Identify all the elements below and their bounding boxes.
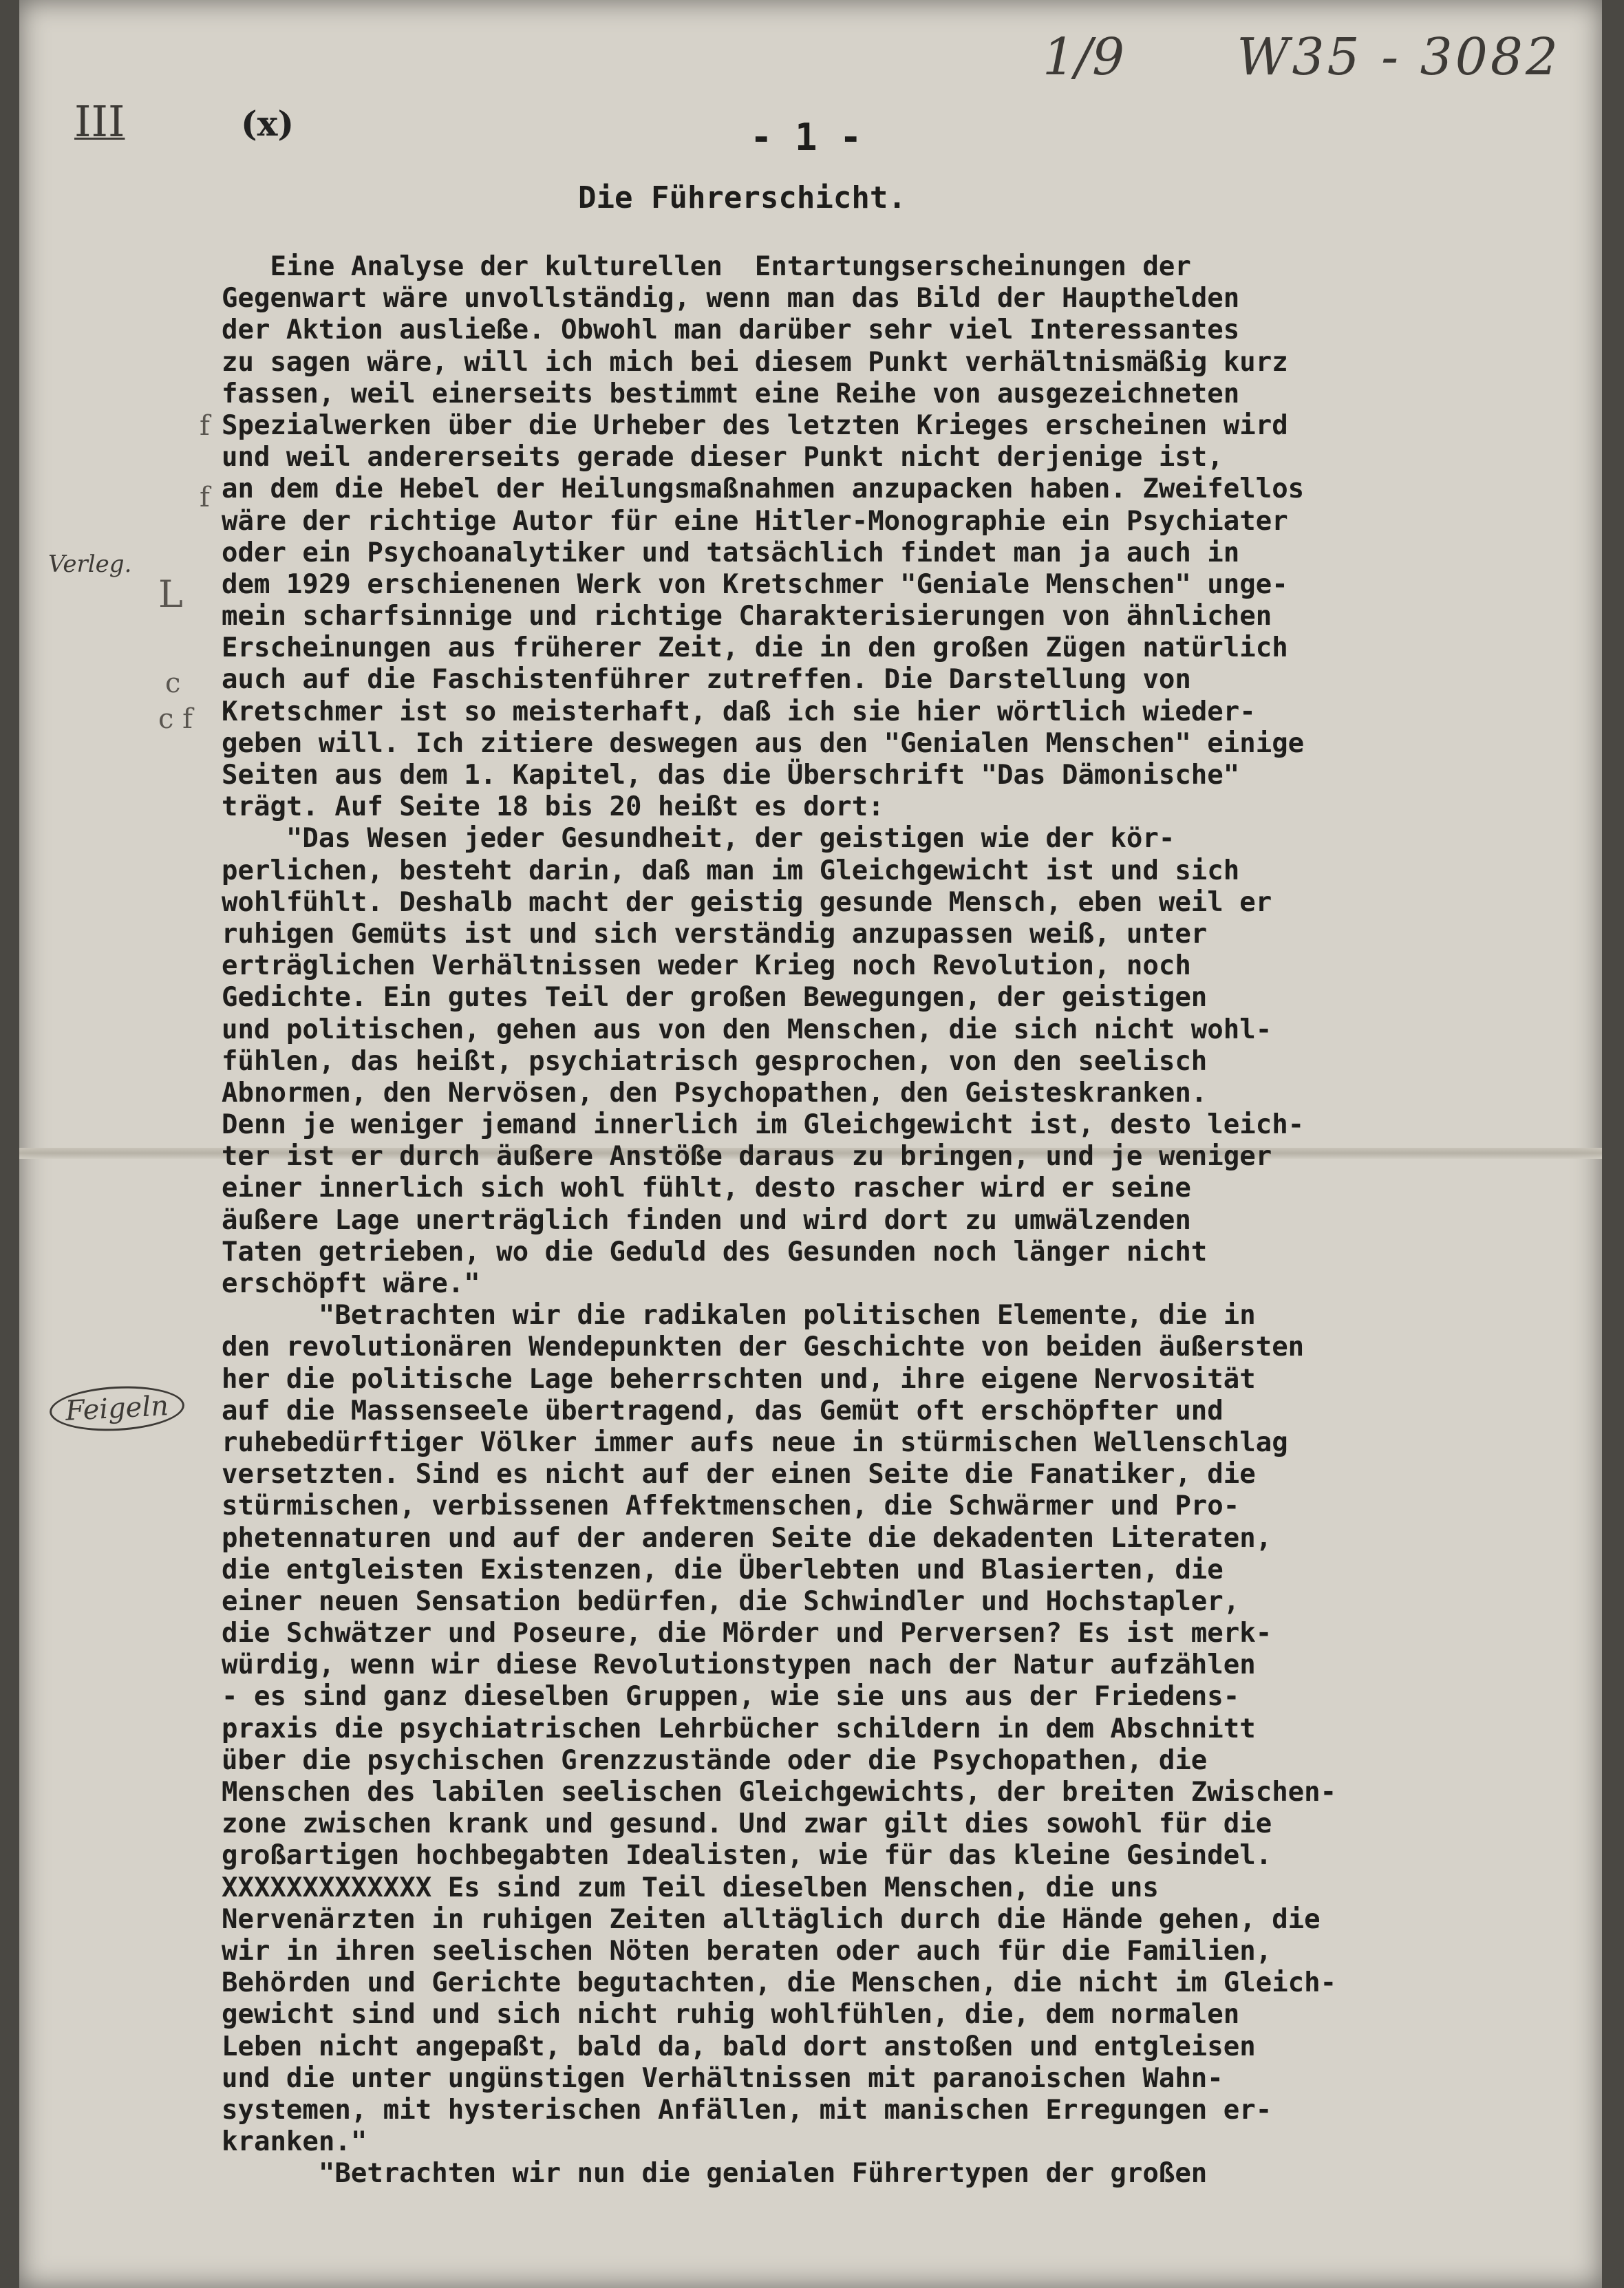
text-line: trägt. Auf Seite 18 bis 20 heißt es dort: (222, 791, 884, 823)
archive-number: W35 - 3082 (1237, 28, 1561, 87)
x-mark: (x) (241, 103, 295, 144)
text-line: oder ein Psychoanalytiker und tatsächlich findet man ja auch in (222, 537, 1240, 568)
text-line: zu sagen wäre, will ich mich bei diesem Punkt verhältnismäßig kurz (222, 346, 1288, 378)
roman-numeral-mark: III (74, 96, 125, 147)
text-line: XXXXXXXXXXXXX Es sind zum Teil dieselben Menschen, die uns (222, 1872, 1159, 1903)
text-line: einer innerlich sich wohl fühlt, desto rascher wird er seine (222, 1173, 1191, 1204)
text-line: über die psychischen Grenzzustände oder die Psychopathen, die (222, 1744, 1208, 1776)
text-line: mein scharfsinnige und richtige Charakterisierungen von ähnlichen (222, 601, 1272, 632)
text-line: ruhigen Gemüts ist und sich verständig anzupassen weiß, unter (222, 918, 1208, 950)
folio-number: 1/9 (1043, 28, 1125, 87)
text-line: dem 1929 erschienenen Werk von Kretschmer "Geniale Menschen" unge- (222, 568, 1288, 600)
text-line: Behörden und Gerichte begutachten, die Menschen, die nicht im Gleich- (222, 1967, 1337, 1999)
margin-tick: f (200, 482, 210, 513)
text-line: praxis die psychiatrischen Lehrbücher schildern in dem Abschnitt (222, 1713, 1256, 1744)
text-line: fühlen, das heißt, psychiatrisch gesprochen, von den seelisch (222, 1045, 1208, 1077)
text-line: Eine Analyse der kulturellen Entartungserscheinungen der (222, 251, 1191, 282)
page-number: - 1 - (750, 116, 862, 159)
text-line: Kretschmer ist so meisterhaft, daß ich sie hier wörtlich wieder- (222, 696, 1256, 727)
text-line: kranken." (222, 2126, 367, 2158)
text-line: äußere Lage unerträglich finden und wird dort zu umwälzenden (222, 1204, 1191, 1236)
text-line: versetzten. Sind es nicht auf der einen Seite die Fanatiker, die (222, 1459, 1256, 1490)
margin-tick: f (200, 410, 210, 442)
text-line: Denn je weniger jemand innerlich im Gleichgewicht ist, desto leich- (222, 1109, 1305, 1141)
text-line: zone zwischen krank und gesund. Und zwar gilt dies sowohl für die (222, 1808, 1272, 1840)
page-title: Die Führerschicht. (578, 180, 906, 215)
text-line: die Schwätzer und Poseure, die Mörder und Perversen? Es ist merk- (222, 1618, 1272, 1649)
text-line: geben will. Ich zitiere deswegen aus den "Genialen Menschen" einige (222, 727, 1305, 759)
text-line: würdig, wenn wir diese Revolutionstypen nach der Natur aufzählen (222, 1649, 1256, 1681)
text-line: erschöpft wäre." (222, 1268, 480, 1299)
text-line: Erscheinungen aus früherer Zeit, die in den großen Zügen natürlich (222, 632, 1288, 664)
text-line: Gedichte. Ein gutes Teil der großen Bewegungen, der geistigen (222, 982, 1208, 1014)
text-line: auch auf die Faschistenführer zutreffen. Die Darstellung von (222, 664, 1191, 696)
margin-note-verleg: Verleg. (48, 550, 132, 578)
text-line: "Das Wesen jeder Gesundheit, der geistigen wie der kör- (222, 823, 1175, 855)
text-line: Menschen des labilen seelischen Gleichgewichts, der breiten Zwischen- (222, 1777, 1337, 1808)
text-line: und die unter ungünstigen Verhältnissen mit paranoischen Wahn- (222, 2062, 1224, 2094)
text-line: phetennaturen und auf der anderen Seite die dekadenten Literaten, (222, 1522, 1272, 1554)
text-line: gewicht sind und sich nicht ruhig wohlfühlen, die, dem normalen (222, 1999, 1240, 2031)
text-line: den revolutionären Wendepunkten der Geschichte von beiden äußersten (222, 1332, 1305, 1363)
margin-tick: L (158, 573, 183, 616)
text-line: fassen, weil einerseits bestimmt eine Reihe von ausgezeichneten (222, 378, 1240, 409)
text-line: Abnormen, den Nervösen, den Psychopathen, den Geisteskranken. (222, 1077, 1208, 1109)
text-line: "Betrachten wir nun die genialen Führertypen der großen (222, 2158, 1208, 2190)
margin-tick: c f (158, 703, 193, 735)
text-line: perlichen, besteht darin, daß man im Gleichgewicht ist und sich (222, 855, 1240, 886)
text-line: erträglichen Verhältnissen weder Krieg noch Revolution, noch (222, 950, 1191, 982)
text-line: und weil andererseits gerade dieser Punkt nicht derjenige ist, (222, 442, 1224, 473)
text-line: Spezialwerken über die Urheber des letzten Krieges erscheinen wird (222, 409, 1288, 441)
text-line: Taten getrieben, wo die Geduld des Gesunden noch länger nicht (222, 1236, 1208, 1268)
text-line: ruhebedürftiger Völker immer aufs neue in stürmischen Wellenschlag (222, 1426, 1288, 1458)
text-line: ter ist er durch äußere Anstöße daraus zu bringen, und je weniger (222, 1141, 1272, 1173)
text-line: auf die Massenseele übertragend, das Gemüt oft erschöpfter und (222, 1395, 1224, 1426)
text-line: an dem die Hebel der Heilungsmaßnahmen anzupacken haben. Zweifellos (222, 473, 1305, 505)
text-line: Gegenwart wäre unvollständig, wenn man das Bild der Haupthelden (222, 283, 1240, 314)
text-line: stürmischen, verbissenen Affektmenschen, die Schwärmer und Pro- (222, 1490, 1240, 1522)
typed-text-body (222, 251, 1591, 2190)
text-line: die entgleisten Existenzen, die Überlebten und Blasierten, die (222, 1554, 1224, 1585)
text-line: Seiten aus dem 1. Kapitel, das die Überschrift "Das Dämonische" (222, 760, 1240, 791)
text-line: wäre der richtige Autor für eine Hitler-Monographie ein Psychiater (222, 505, 1288, 537)
text-line: "Betrachten wir die radikalen politischen Elemente, die in (222, 1300, 1256, 1332)
text-line: her die politische Lage beherrschten und, ihre eigene Nervosität (222, 1363, 1256, 1395)
text-line: und politischen, gehen aus von den Menschen, die sich nicht wohl- (222, 1014, 1272, 1045)
text-line: großartigen hochbegabten Idealisten, wie für das kleine Gesindel. (222, 1840, 1272, 1872)
text-line: wohlfühlt. Deshalb macht der geistig gesunde Mensch, eben weil er (222, 886, 1272, 918)
text-line: einer neuen Sensation bedürfen, die Schwindler und Hochstapler, (222, 1585, 1240, 1617)
margin-tick: c (165, 667, 181, 699)
text-line: der Aktion ausließe. Obwohl man darüber sehr viel Interessantes (222, 314, 1240, 346)
margin-note-circled: Feigeln (48, 1383, 185, 1434)
text-line: Nervenärzten in ruhigen Zeiten alltäglich durch die Hände gehen, die (222, 1903, 1321, 1935)
text-line: wir in ihren seelischen Nöten beraten oder auch für die Familien, (222, 1935, 1272, 1967)
text-line: - es sind ganz dieselben Gruppen, wie sie uns aus der Friedens- (222, 1681, 1240, 1713)
text-line: Leben nicht angepaßt, bald da, bald dort anstoßen und entgleisen (222, 2031, 1256, 2062)
text-line: systemen, mit hysterischen Anfällen, mit manischen Erregungen er- (222, 2094, 1272, 2126)
